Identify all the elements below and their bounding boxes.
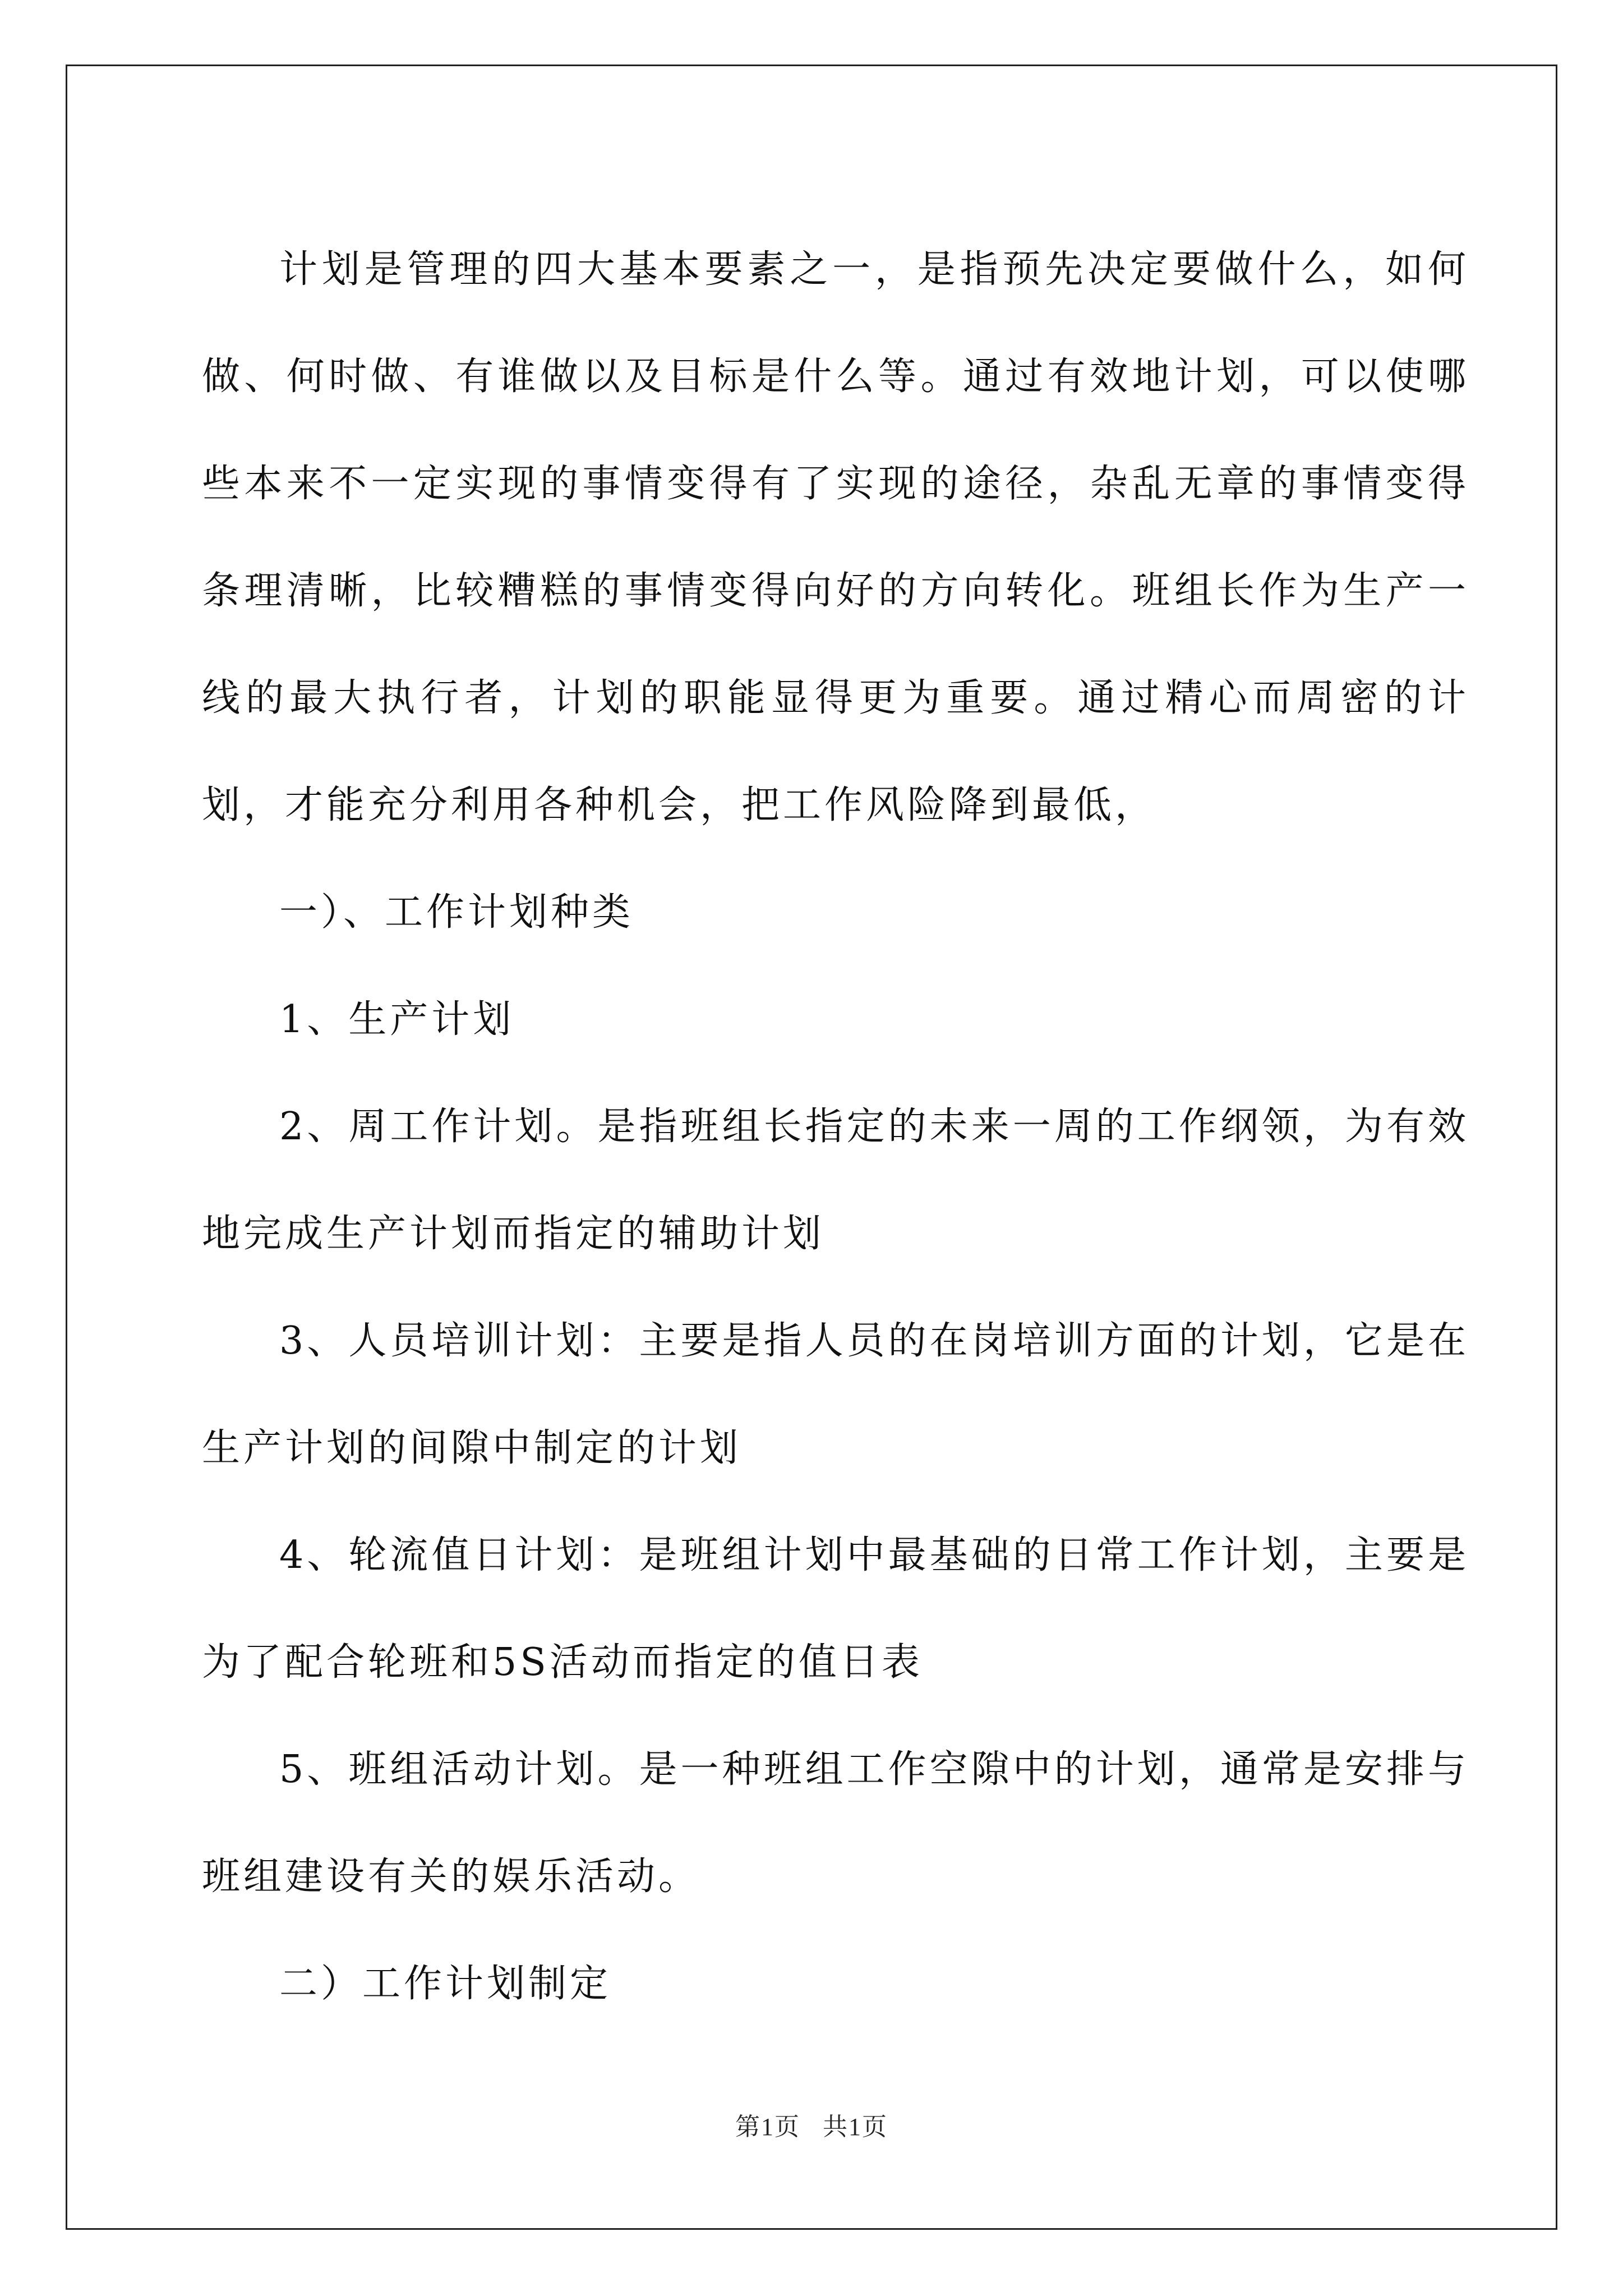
page-number: 第1页 [735,2113,800,2141]
page-total: 共1页 [823,2113,888,2141]
list-item-training-plan: 3、人员培训计划：主要是指人员的在岗培训方面的计划，它是在生产计划的间隙中制定的计划 [202,1319,1469,1470]
list-item-duty-plan: 4、轮流值日计划：是班组计划中最基础的日常工作计划，主要是为了配合轮班和5S活动而指定的值日表 [202,1533,1469,1685]
section-heading-plan-making: 二）工作计划制定 [279,1962,612,2006]
page-footer [0,2106,1623,2142]
document-body [202,216,1469,2037]
list-item-production-plan: 1、生产计划 [279,997,515,1042]
list-item-weekly-plan: 2、周工作计划。是指班组长指定的未来一周的工作纲领，为有效地完成生产计划而指定的辅助计划 [202,1105,1469,1256]
list-item-activity-plan: 5、班组活动计划。是一种班组工作空隙中的计划，通常是安排与班组建设有关的娱乐活动。 [202,1747,1469,1899]
intro-paragraph: 计划是管理的四大基本要素之一，是指预先决定要做什么，如何做、何时做、有谁做以及目标是什么等。通过有效地计划，可以使哪些本来不一定实现的事情变得有了实现的途径，杂乱无章的事情变得条理清晰，比较糟糕的事情变得向好的方向转化。班组长作为生产一线的最大执行者，计划的职能显得更为重要。通过精心而周密的计划，才能充分利用各种机会，把工作风险降到最低， [202,247,1469,827]
section-heading-plan-types: 一）、工作计划种类 [279,890,634,935]
